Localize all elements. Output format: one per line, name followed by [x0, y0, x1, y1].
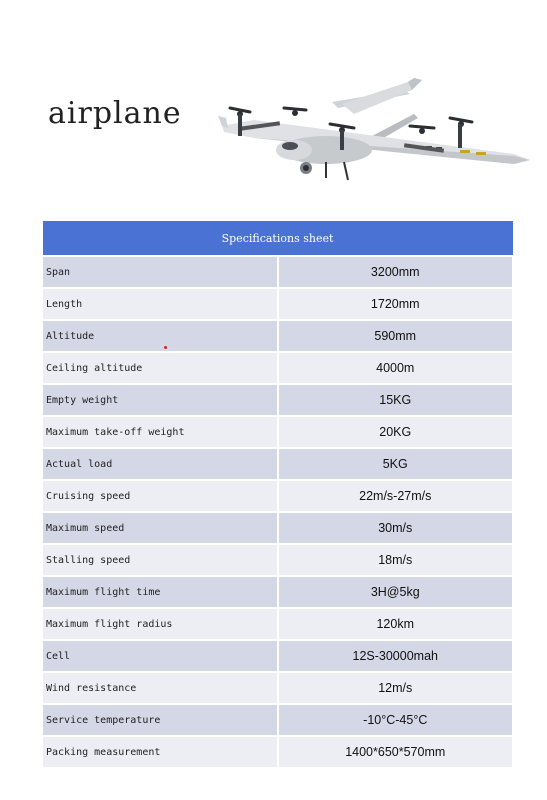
row-label: Cruising speed: [42, 480, 278, 512]
table-row: [42, 256, 513, 288]
table-row: [42, 288, 513, 320]
page-title: airplane: [48, 96, 182, 131]
row-value: 20KG: [278, 416, 514, 448]
row-label: Maximum speed: [42, 512, 278, 544]
table-row: [42, 320, 513, 352]
row-value: 22m/s-27m/s: [278, 480, 514, 512]
row-value: 12m/s: [278, 672, 514, 704]
row-label: Maximum flight time: [42, 576, 278, 608]
row-label: Service temperature: [42, 704, 278, 736]
table-row: [42, 544, 513, 576]
table-row: [42, 384, 513, 416]
table-row: [42, 736, 513, 768]
row-value: 590mm: [278, 320, 514, 352]
table-row: [42, 672, 513, 704]
table-row: [42, 480, 513, 512]
table-row: [42, 704, 513, 736]
table-row: [42, 576, 513, 608]
table-header: Specifications sheet: [42, 221, 513, 257]
table-row: [42, 640, 513, 672]
row-label: Ceiling altitude: [42, 352, 278, 384]
row-label: Actual load: [42, 448, 278, 480]
row-label: Packing measurement: [42, 736, 278, 768]
specifications-table: [41, 220, 514, 769]
row-value: 4000m: [278, 352, 514, 384]
row-label: Cell: [42, 640, 278, 672]
row-value: 12S-30000mah: [278, 640, 514, 672]
row-value: -10°C-45°C: [278, 704, 514, 736]
row-label: Maximum flight radius: [42, 608, 278, 640]
row-value: 30m/s: [278, 512, 514, 544]
row-value: 15KG: [278, 384, 514, 416]
row-value: 3200mm: [278, 256, 514, 288]
table-row: [42, 416, 513, 448]
row-label: Span: [42, 256, 278, 288]
row-label: Altitude: [42, 320, 278, 352]
row-value: 120km: [278, 608, 514, 640]
row-label: Length: [42, 288, 278, 320]
table-row: [42, 512, 513, 544]
row-label: Wind resistance: [42, 672, 278, 704]
vtol-drone-image: [214, 68, 534, 198]
row-value: 1720mm: [278, 288, 514, 320]
row-label: Stalling speed: [42, 544, 278, 576]
row-value: 5KG: [278, 448, 514, 480]
row-label: Empty weight: [42, 384, 278, 416]
row-label: Maximum take-off weight: [42, 416, 278, 448]
row-value: 18m/s: [278, 544, 514, 576]
table-row: [42, 608, 513, 640]
row-value: 1400*650*570mm: [278, 736, 514, 768]
red-dot-mark: [164, 346, 167, 349]
table-row: [42, 352, 513, 384]
row-value: 3H@5kg: [278, 576, 514, 608]
table-row: [42, 448, 513, 480]
